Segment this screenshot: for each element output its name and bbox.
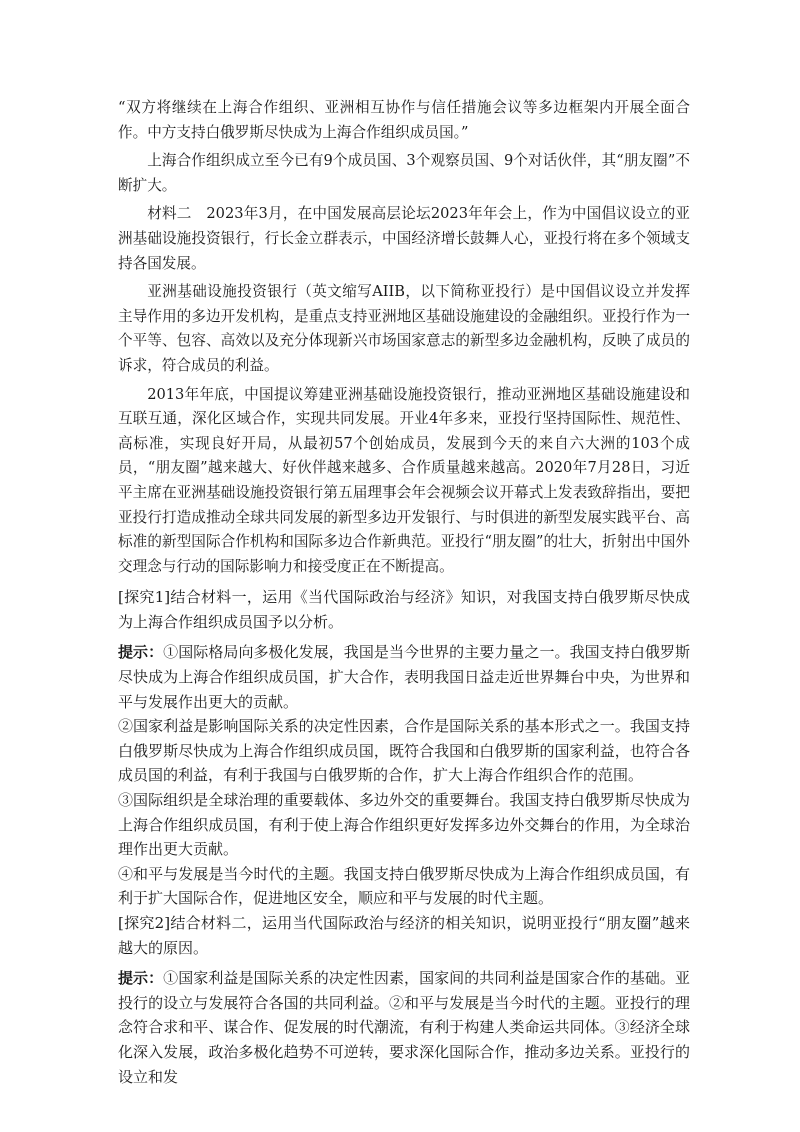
- explore2-hint-text: ①国家利益是国际关系的决定性因素，国家间的共同利益是国家合作的基础。亚投行的设立与发展符合各国的共同利益。②和平与发展是当今时代的主题。亚投行的理念符合求和平、谋合作、促发展的时代潮流，有利于构建人类命运共同体。③经济全球化深入发展，政治多极化趋势不可逆转，要求深化国际合作，推动多边关系。亚投行的设立和发: [118, 969, 690, 1086]
- material2-history-paragraph: 2013年年底，中国提议筹建亚洲基础设施投资银行，推动亚洲地区基础设施建设和互联互通，深化区域合作，实现共同发展。开业4年多来，亚投行坚持国际性、规范性、高标准，实现良好开局，从最初57个创始成员，发展到今天的来自六大洲的103个成员，“朋友圈”越来越大、好伙伴越来越多、合作质量越来越高。2020年7月28日，习近平主席在亚洲基础设施投资银行第五届理事会年会视频会议开幕式上发表致辞指出，要把亚投行打造成推动全球共同发展的新型多边开发银行、与时俱进的新型发展实践平台、高标准的新型国际合作机构和国际多边合作新典范。亚投行“朋友圈”的壮大，折射出中国外交理念与行动的国际影响力和接受度正在不断提高。: [118, 385, 690, 575]
- explore1-hint1-text: ①国际格局向多极化发展，我国是当今世界的主要力量之一。我国支持白俄罗斯尽快成为上海合作组织成员国，扩大合作，表明我国日益走近世界舞台中央，为世界和平与发展作出更大的贡献。: [118, 643, 690, 711]
- explore1-hint1: [118, 640, 690, 714]
- material2-intro-paragraph: 材料二 2023年3月，在中国发展高层论坛2023年年会上，作为中国倡议设立的亚洲基础设施投资银行，行长金立群表示，中国经济增长鼓舞人心，亚投行将在多个领域支持各国发展。: [118, 205, 690, 272]
- explore2-hint: [118, 966, 690, 1089]
- document-page: [118, 96, 690, 1089]
- explore1-hint4: ④和平与发展是当今时代的主题。我国支持白俄罗斯尽快成为上海合作组织成员国，有利于扩大国际合作，促进地区安全，顺应和平与发展的时代主题。: [118, 864, 690, 908]
- hint-label: 提示：: [118, 643, 164, 662]
- material1-sco-paragraph: 上海合作组织成立至今已有9个成员国、3个观察员国、9个对话伙伴，其“朋友圈”不断扩大。: [118, 152, 690, 194]
- explore2-question: [探究2]结合材料二，运用当代国际政治与经济的相关知识，说明亚投行“朋友圈”越来越大的原因。: [118, 914, 690, 957]
- material1-quote: “双方将继续在上海合作组织、亚洲相互协作与信任措施会议等多边框架内开展全面合作。中方支持白俄罗斯尽快成为上海合作组织成员国。”: [118, 99, 690, 141]
- explore1-hint2: ②国家利益是影响国际关系的决定性因素，合作是国际关系的基本形式之一。我国支持白俄罗斯尽快成为上海合作组织成员国，既符合我国和白俄罗斯的国家利益，也符合各成员国的利益，有利于我国与白俄罗斯的合作，扩大上海合作组织合作的范围。: [118, 717, 690, 785]
- explore1-question: [探究1]结合材料一，运用《当代国际政治与经济》知识，对我国支持白俄罗斯尽快成为上海合作组织成员国予以分析。: [118, 588, 690, 631]
- hint-label: 提示：: [118, 969, 164, 988]
- material2-aiib-paragraph: 亚洲基础设施投资银行（英文缩写AIIB，以下简称亚投行）是中国倡议设立并发挥主导作用的多边开发机构，是重点支持亚洲地区基础设施建设的金融组织。亚投行作为一个平等、包容、高效以及充分体现新兴市场国家意志的新型多边金融机构，反映了成员的诉求，符合成员的利益。: [118, 283, 690, 374]
- explore1-hint3: ③国际组织是全球治理的重要载体、多边外交的重要舞台。我国支持白俄罗斯尽快成为上海合作组织成员国，有利于使上海合作组织更好发挥多边外交舞台的作用，为全球治理作出更大贡献。: [118, 791, 690, 859]
